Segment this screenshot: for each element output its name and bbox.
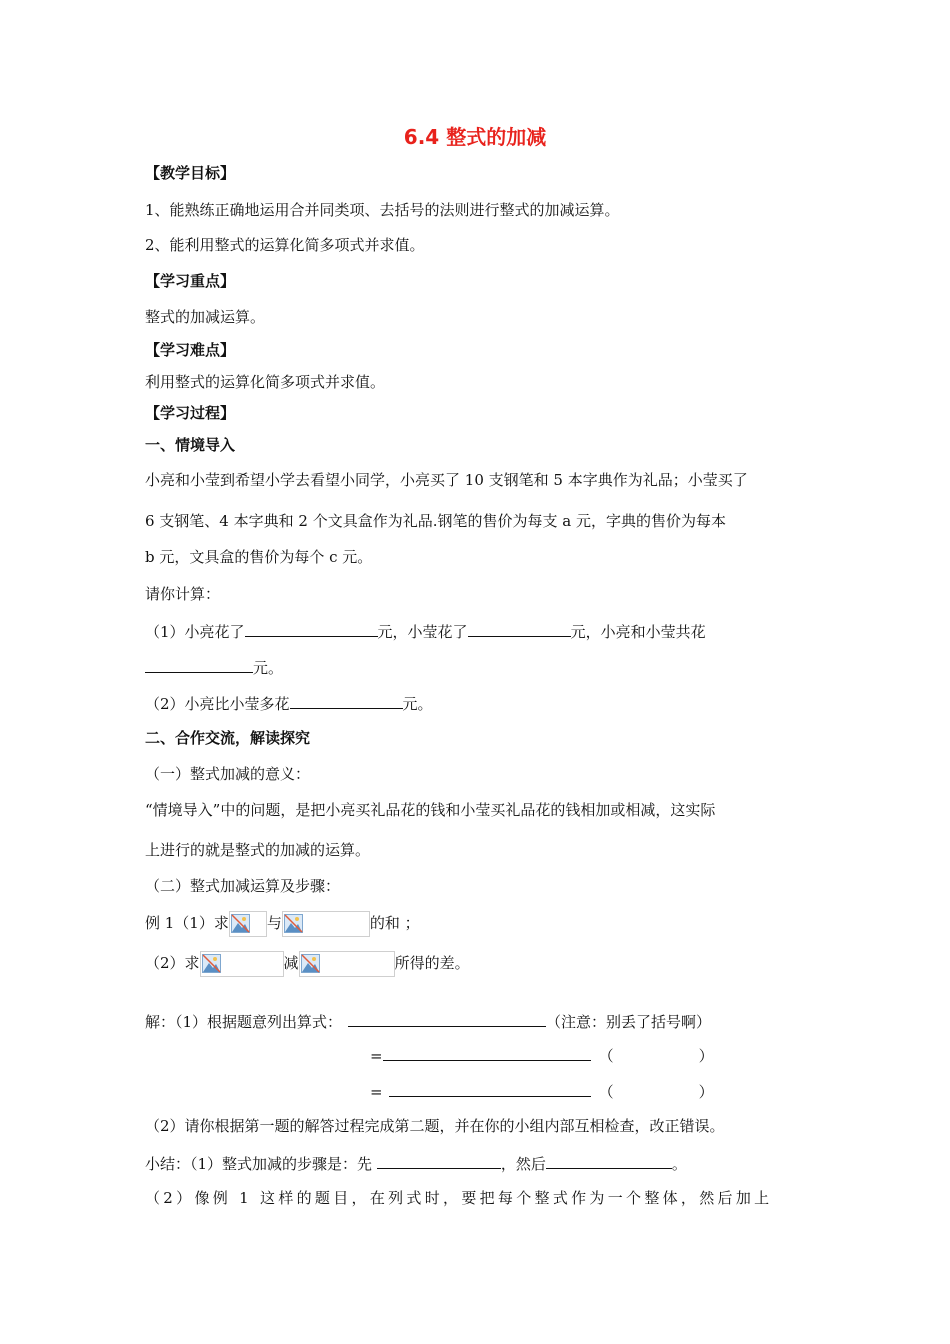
page-title: 6.4 整式的加减 [403, 125, 547, 149]
answer-blank-expression[interactable] [348, 1010, 546, 1027]
answer-blank-step-2[interactable] [389, 1080, 591, 1097]
q1-text-c: 元，小亮和小莹共花 [570, 623, 706, 641]
steps-subheading: （二）整式加减运算及步骤： [145, 877, 341, 895]
answer-blank-xiaoliang[interactable] [245, 620, 378, 637]
answer-blank-then-step[interactable] [546, 1152, 672, 1169]
q1-text-d: 元。 [253, 659, 284, 677]
formula-image-4 [299, 951, 395, 977]
ex2-text-a: （2）求 [145, 954, 200, 972]
scenario-line-3: b 元，文具盒的售价为每个 c 元。 [145, 548, 373, 566]
ex1-text-c: 的和 ； [369, 914, 420, 932]
equals-sign-1: = [370, 1047, 383, 1065]
task-line: （2）请你根据第一题的解答过程完成第二题，并在你的小组内部互相检查，改正错误。 [145, 1117, 725, 1135]
key-header: 【学习重点】 [145, 272, 236, 290]
summary-text-b: ，然后 [500, 1155, 546, 1173]
goals-header: 【教学目标】 [145, 164, 236, 182]
difficulty-text: 利用整式的运算化简多项式并求值。 [145, 373, 386, 391]
goal-1: 1、能熟练正确地运用合并同类项、去括号的法则进行整式的加减运算。 [145, 201, 620, 219]
formula-image-2 [282, 911, 370, 937]
scenario-line-2: 6 支钢笔、4 本字典和 2 个文具盒作为礼品.钢笔的售价为每支 a 元，字典的售价为每本 [145, 512, 726, 530]
broken-image-icon [231, 914, 250, 933]
paren-close-2: ） [698, 1083, 714, 1101]
ex1-text-b: 与 [266, 914, 282, 932]
part2-heading: 二、合作交流，解读探究 [145, 729, 311, 747]
question-2-line [145, 692, 433, 714]
answer-blank-first-step[interactable] [377, 1152, 501, 1169]
formula-image-3 [200, 951, 284, 977]
example-1-line [145, 910, 420, 937]
step-1-line [370, 1044, 714, 1066]
q2-text-a: （2）小亮比小莹多花 [145, 695, 290, 713]
difficulty-header: 【学习难点】 [145, 341, 236, 359]
ex2-text-b: 减 [283, 954, 299, 972]
broken-image-icon [301, 954, 320, 973]
goal-2: 2、能利用整式的运算化简多项式并求值。 [145, 236, 425, 254]
answer-blank-total[interactable] [145, 656, 253, 673]
summary-line-2: （2）像例 1 这样的题目，在列式时，要把每个整式作为一个整体，然后加上 [145, 1189, 773, 1207]
paren-close-1: ） [698, 1047, 714, 1065]
question-1-cont [145, 656, 283, 678]
ex2-text-c: 所得的差。 [394, 954, 470, 972]
broken-image-icon [284, 914, 303, 933]
step-2-line [370, 1080, 714, 1102]
equals-sign-2: = [370, 1083, 383, 1101]
ex1-text-a: 例 1（1）求 [145, 914, 229, 932]
q1-text-a: （1）小亮花了 [145, 623, 245, 641]
solution-note: （注意：别丢了括号啊） [546, 1013, 712, 1031]
key-text: 整式的加减运算。 [145, 308, 266, 326]
meaning-subheading: （一）整式加减的意义： [145, 765, 311, 783]
answer-blank-xiaoying[interactable] [468, 620, 571, 637]
formula-image-1 [229, 911, 267, 937]
scenario-line-1: 小亮和小莹到希望小学去看望小同学，小亮买了 10 支钢笔和 5 本字典作为礼品；小莹买了 [145, 471, 748, 489]
question-1-line [145, 620, 706, 642]
solution-line [145, 1010, 711, 1032]
part1-heading: 一、情境导入 [145, 436, 236, 454]
summary-text-a: 小结：（1）整式加减的步骤是：先 [145, 1155, 377, 1173]
calc-prompt: 请你计算： [145, 585, 221, 603]
example-2-line [145, 950, 470, 977]
paren-open-2: （ [598, 1083, 614, 1101]
solution-text-a: 解：（1）根据题意列出算式： [145, 1013, 343, 1031]
paren-open-1: （ [598, 1047, 614, 1065]
q1-text-b: 元，小莹花了 [377, 623, 468, 641]
summary-line [145, 1152, 687, 1174]
answer-blank-step-1[interactable] [383, 1044, 591, 1061]
process-header: 【学习过程】 [145, 404, 236, 422]
summary-text-c: 。 [671, 1155, 687, 1173]
meaning-line-2: 上进行的就是整式的加减的运算。 [145, 841, 371, 859]
meaning-line-1: “情境导入”中的问题，是把小亮买礼品花的钱和小莹买礼品花的钱相加或相减，这实际 [145, 801, 716, 819]
answer-blank-difference[interactable] [290, 692, 403, 709]
q2-text-b: 元。 [402, 695, 433, 713]
broken-image-icon [202, 954, 221, 973]
